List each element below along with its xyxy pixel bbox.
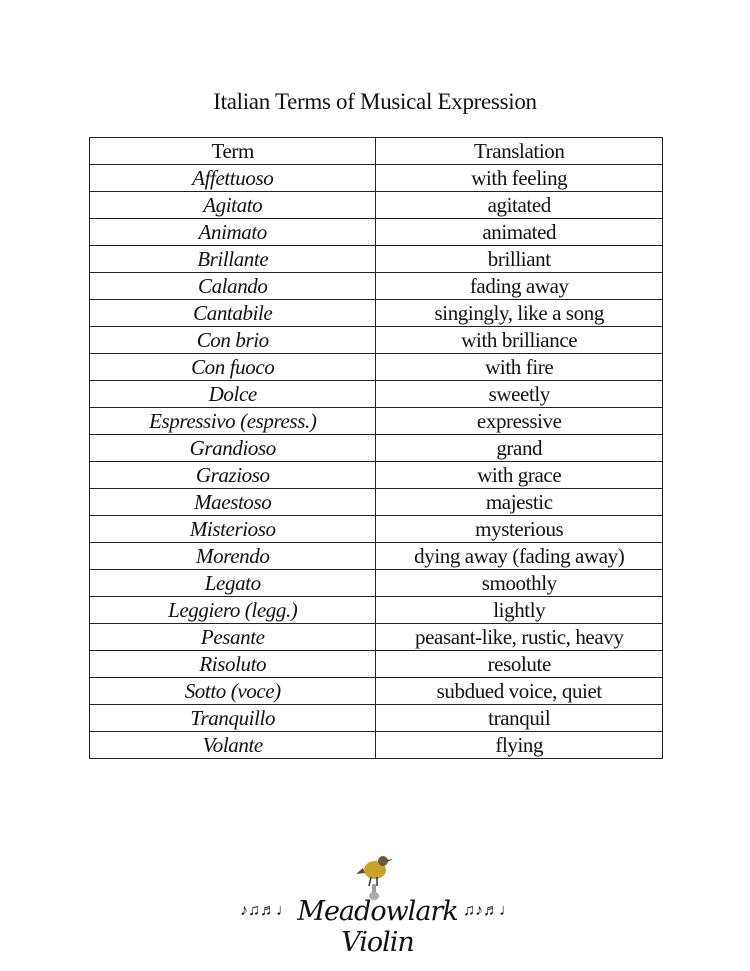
table-row: [90, 219, 663, 246]
table-row: [90, 732, 663, 759]
translation-cell: agitated: [376, 192, 663, 219]
translation-cell: with grace: [376, 462, 663, 489]
term-cell: Volante: [90, 732, 376, 759]
table-row: [90, 570, 663, 597]
table-row: [90, 327, 663, 354]
translation-cell: smoothly: [376, 570, 663, 597]
table-row: [90, 273, 663, 300]
term-cell: Affettuoso: [90, 165, 376, 192]
table-row: [90, 489, 663, 516]
table-row: [90, 165, 663, 192]
translation-cell: fading away: [376, 273, 663, 300]
table-row: [90, 516, 663, 543]
table-row: [90, 705, 663, 732]
table-row: [90, 651, 663, 678]
music-notes-right-icon: ♫♪♬♩: [463, 902, 515, 919]
table-row: [90, 462, 663, 489]
translation-cell: dying away (fading away): [376, 543, 663, 570]
term-cell: Dolce: [90, 381, 376, 408]
translation-cell: peasant-like, rustic, heavy: [376, 624, 663, 651]
translation-cell: flying: [376, 732, 663, 759]
table-row: [90, 408, 663, 435]
term-cell: Con brio: [90, 327, 376, 354]
logo-text: Meadowlark Violin: [297, 896, 458, 958]
translation-cell: with fire: [376, 354, 663, 381]
term-cell: Animato: [90, 219, 376, 246]
translation-cell: resolute: [376, 651, 663, 678]
table-body: [90, 165, 663, 759]
translation-cell: sweetly: [376, 381, 663, 408]
table-row: [90, 192, 663, 219]
table-row: [90, 381, 663, 408]
term-cell: Misterioso: [90, 516, 376, 543]
term-cell: Risoluto: [90, 651, 376, 678]
term-cell: Pesante: [90, 624, 376, 651]
translation-cell: with feeling: [376, 165, 663, 192]
table-row: [90, 300, 663, 327]
term-cell: Tranquillo: [90, 705, 376, 732]
table-row: [90, 354, 663, 381]
music-notes-left-icon: ♪♫♬♩: [240, 902, 292, 919]
table-row: [90, 435, 663, 462]
translation-cell: subdued voice, quiet: [376, 678, 663, 705]
translation-cell: expressive: [376, 408, 663, 435]
term-cell: Brillante: [90, 246, 376, 273]
translation-cell: animated: [376, 219, 663, 246]
table-row: [90, 624, 663, 651]
term-cell: Cantabile: [90, 300, 376, 327]
term-cell: Morendo: [90, 543, 376, 570]
translation-cell: brilliant: [376, 246, 663, 273]
term-cell: Grandioso: [90, 435, 376, 462]
translation-cell: mysterious: [376, 516, 663, 543]
meadowlark-bird-icon: [355, 850, 395, 902]
translation-cell: majestic: [376, 489, 663, 516]
translation-cell: tranquil: [376, 705, 663, 732]
terms-table: [89, 137, 663, 759]
translation-cell: lightly: [376, 597, 663, 624]
meadowlark-violin-logo: [240, 850, 515, 958]
translation-cell: with brilliance: [376, 327, 663, 354]
table-row: [90, 597, 663, 624]
term-cell: Sotto (voce): [90, 678, 376, 705]
term-cell: Agitato: [90, 192, 376, 219]
column-header-translation: Translation: [376, 138, 663, 165]
term-cell: Legato: [90, 570, 376, 597]
term-cell: Con fuoco: [90, 354, 376, 381]
term-cell: Leggiero (legg.): [90, 597, 376, 624]
term-cell: Grazioso: [90, 462, 376, 489]
table-header-row: [90, 138, 663, 165]
table-row: [90, 678, 663, 705]
column-header-term: Term: [90, 138, 376, 165]
page-title: Italian Terms of Musical Expression: [213, 89, 537, 114]
table-row: [90, 543, 663, 570]
translation-cell: grand: [376, 435, 663, 462]
term-cell: Maestoso: [90, 489, 376, 516]
table-row: [90, 246, 663, 273]
translation-cell: singingly, like a song: [376, 300, 663, 327]
term-cell: Espressivo (espress.): [90, 408, 376, 435]
term-cell: Calando: [90, 273, 376, 300]
